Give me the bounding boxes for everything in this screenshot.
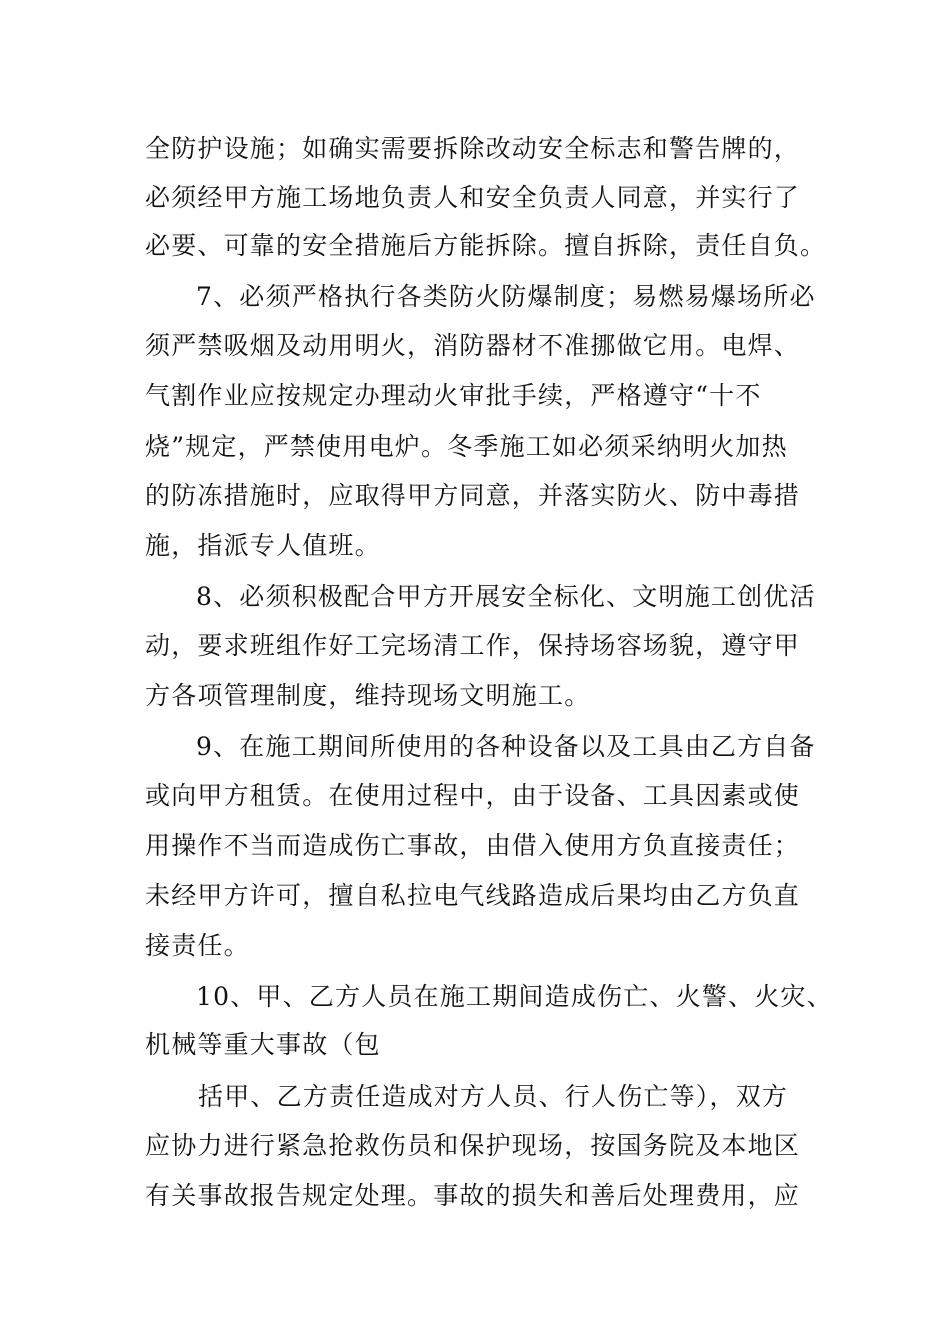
text-line: 接责任。 bbox=[145, 931, 250, 960]
text-line: 括甲、乙方责任造成对方人员、行人伤亡等），双方 bbox=[198, 1082, 789, 1111]
text-line: 方各项管理制度，维持现场文明施工。 bbox=[145, 681, 591, 710]
text-line: 机械等重大事故（包 bbox=[145, 1030, 381, 1059]
paragraph-start-line: 9、在施工期间所使用的各种设备以及工具由乙方自备 bbox=[196, 732, 816, 761]
text-line: 有关事故报告规定处理。事故的损失和善后处理费用，应 bbox=[145, 1181, 801, 1210]
paragraph-start-line: 7、必须严格执行各类防火防爆制度；易燃易爆场所必 bbox=[196, 282, 816, 311]
text-line: 或向甲方租赁。在使用过程中，由于设备、工具因素或使 bbox=[145, 781, 801, 810]
text-line: 施，指派专人值班。 bbox=[145, 531, 381, 560]
paragraph-start-line: 8、必须积极配合甲方开展安全标化、文明施工创优活 bbox=[196, 582, 816, 611]
text-line: 未经甲方许可，擅自私拉电气线路造成后果均由乙方负直 bbox=[145, 881, 801, 910]
text-line: 必须经甲方施工场地负责人和安全负责人同意，并实行了 bbox=[145, 183, 801, 212]
text-line: 必要、可靠的安全措施后方能拆除。擅自拆除，责任自负。 bbox=[145, 231, 827, 260]
text-line: 须严禁吸烟及动用明火，消防器材不准挪做它用。电焊、 bbox=[145, 331, 801, 360]
text-line: 用操作不当而造成伤亡事故，由借入使用方负直接责任； bbox=[145, 831, 801, 860]
text-line: 全防护设施；如确实需要拆除改动安全标志和警告牌的， bbox=[145, 134, 801, 163]
text-line: 气割作业应按规定办理动火审批手续，严格遵守“十不 bbox=[145, 381, 762, 410]
text-line: 烧”规定，严禁使用电炉。冬季施工如必须采纳明火加热 bbox=[145, 432, 788, 461]
text-line: 的防冻措施时，应取得甲方同意，并落实防火、防中毒措 bbox=[145, 481, 801, 510]
text-line: 应协力进行紧急抢救伤员和保护现场，按国务院及本地区 bbox=[145, 1131, 801, 1160]
text-line: 动，要求班组作好工完场清工作，保持场容场貌，遵守甲 bbox=[145, 631, 801, 660]
paragraph-start-line: 10、甲、乙方人员在施工期间造成伤亡、火警、火灾、 bbox=[196, 982, 833, 1011]
